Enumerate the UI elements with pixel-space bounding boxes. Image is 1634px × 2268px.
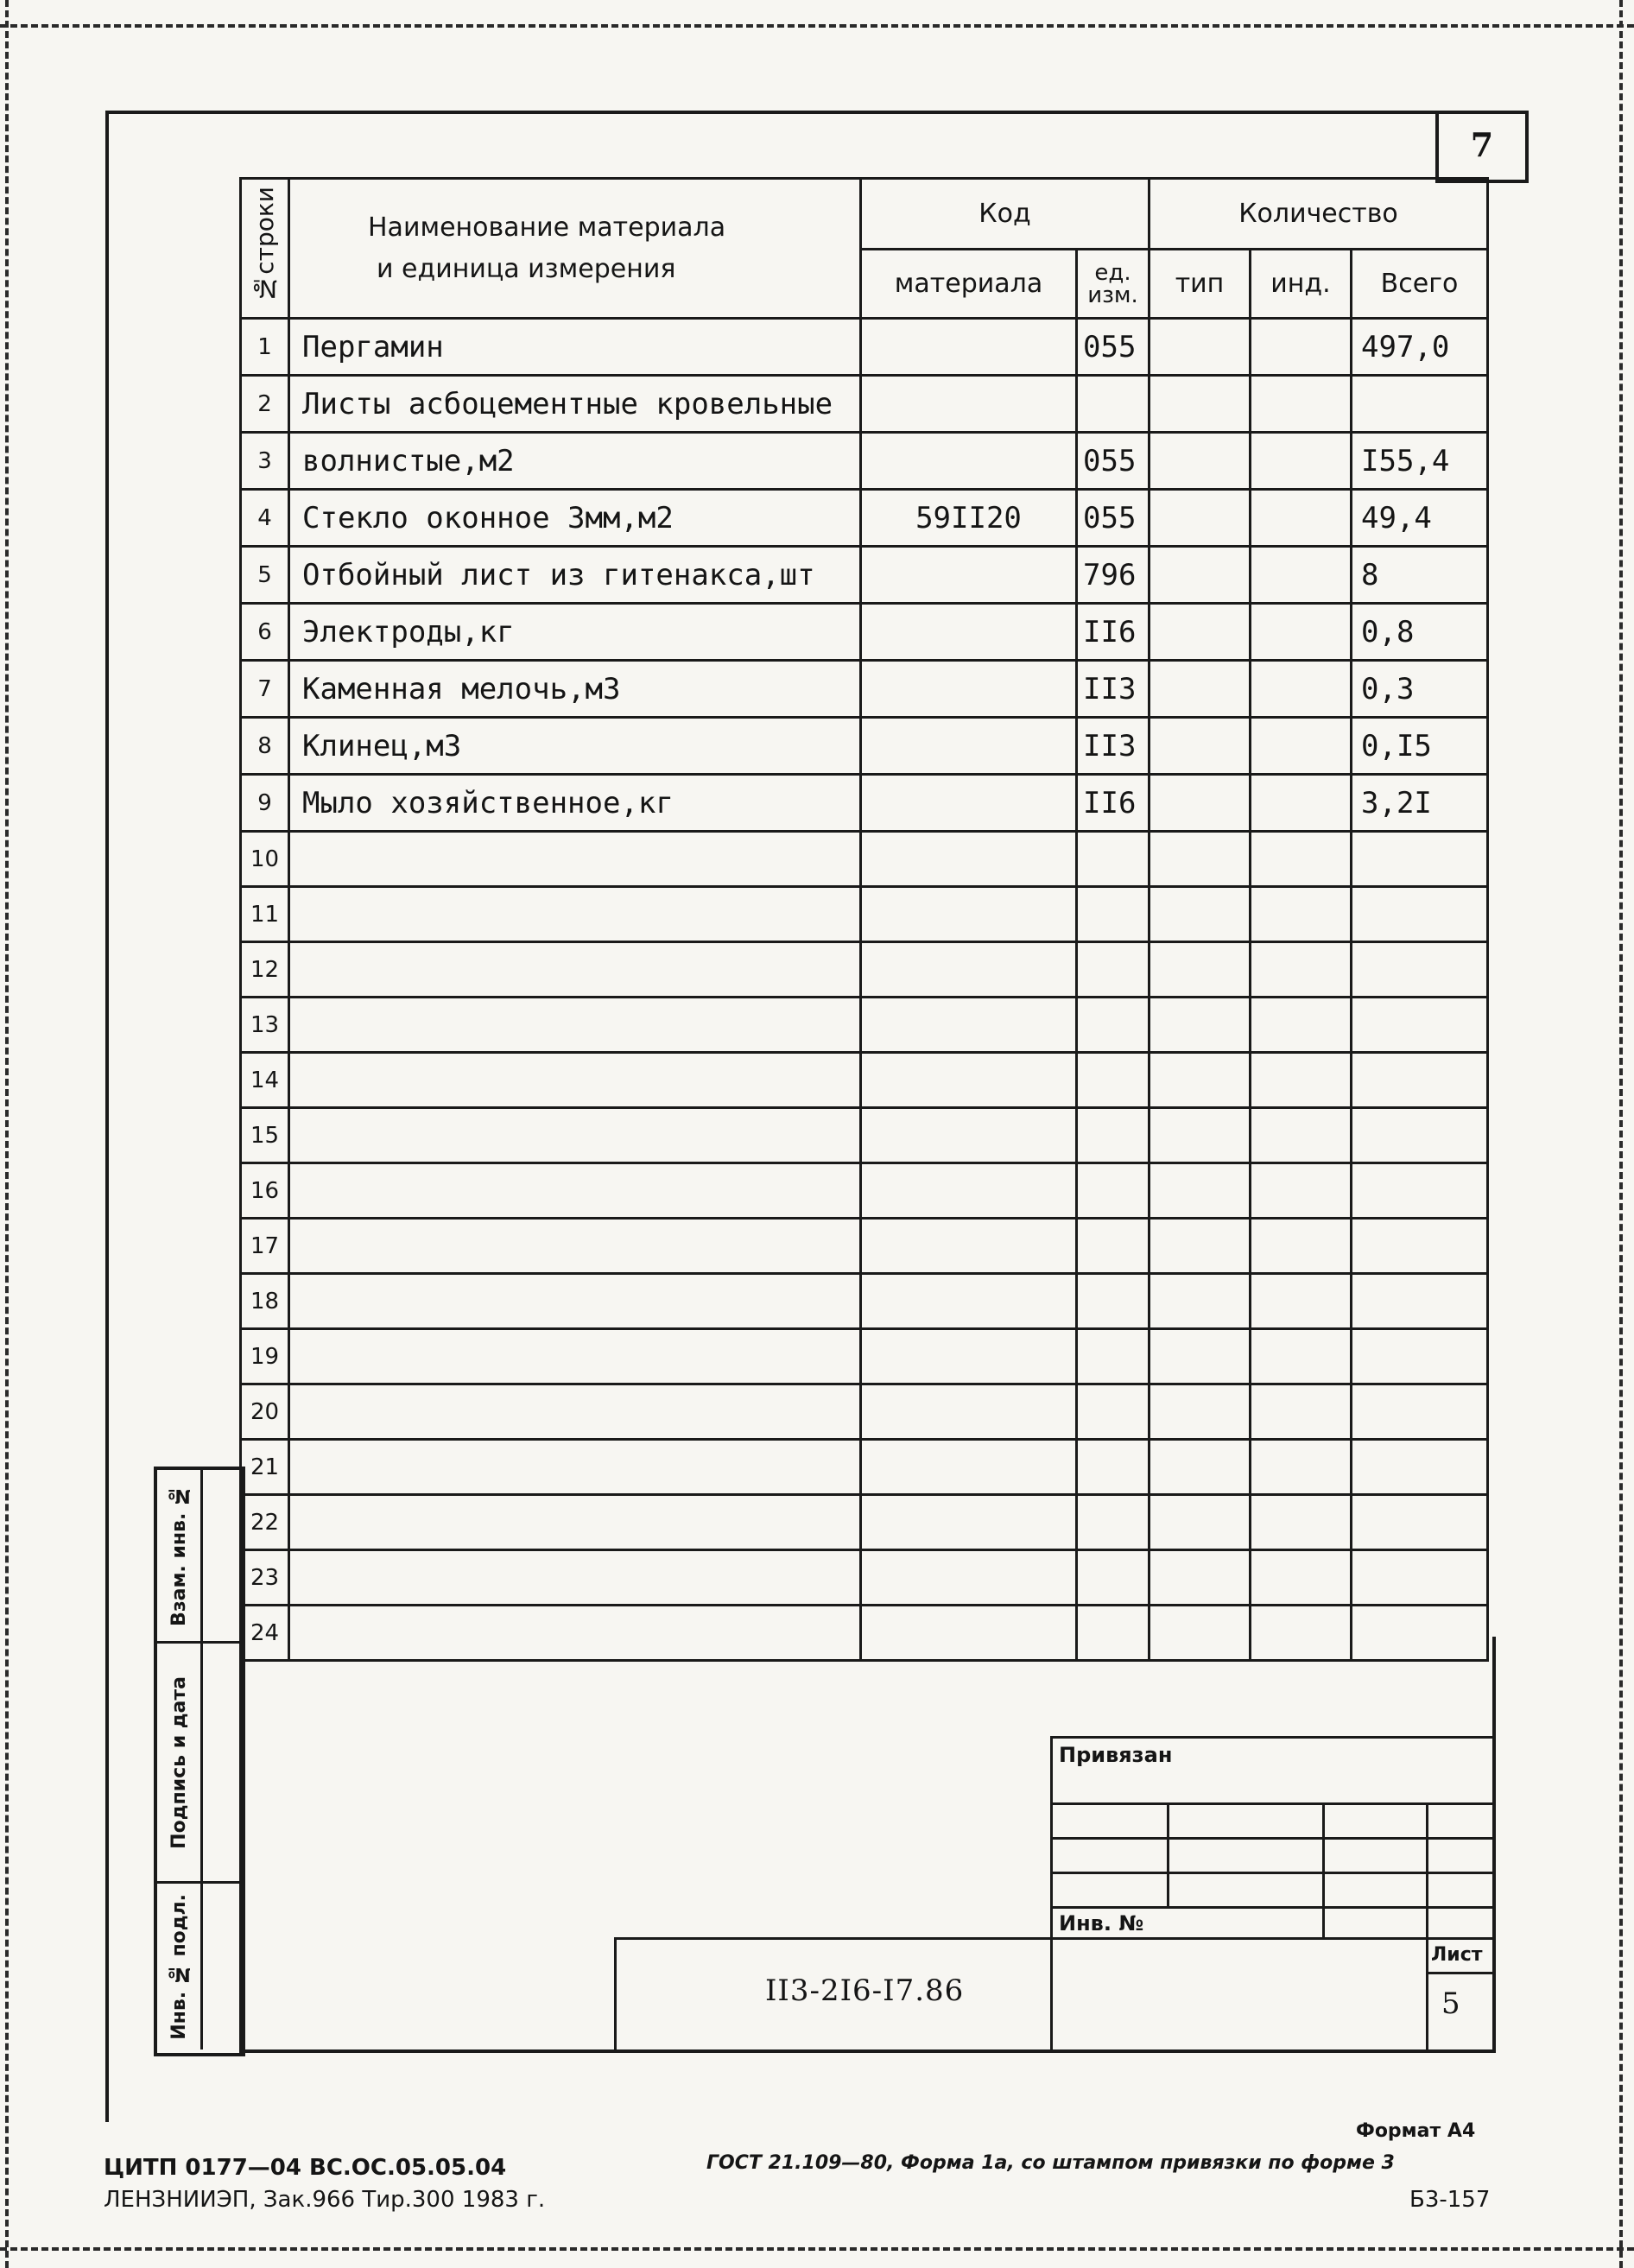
row-number: 24 bbox=[241, 1606, 289, 1661]
table-row bbox=[241, 1053, 1488, 1108]
qty-type bbox=[1150, 1495, 1251, 1550]
material-name bbox=[289, 1495, 861, 1550]
row-number: 1 bbox=[241, 319, 289, 376]
unit-code bbox=[1077, 1108, 1150, 1163]
qty-ind bbox=[1251, 547, 1352, 604]
material-code bbox=[861, 1440, 1077, 1495]
table-row bbox=[241, 319, 1488, 376]
unit-code bbox=[1077, 376, 1150, 433]
header-material: материала bbox=[861, 250, 1077, 319]
table-row bbox=[241, 832, 1488, 887]
unit-code bbox=[1077, 1219, 1150, 1274]
row-number: 5 bbox=[241, 547, 289, 604]
table-row bbox=[241, 718, 1488, 775]
qty-type bbox=[1150, 319, 1251, 376]
material-name: Электроды,кг bbox=[289, 604, 861, 661]
material-name bbox=[289, 1274, 861, 1329]
material-name bbox=[289, 1108, 861, 1163]
unit-code bbox=[1077, 998, 1150, 1053]
material-code bbox=[861, 1384, 1077, 1440]
qty-type bbox=[1150, 433, 1251, 490]
unit-code bbox=[1077, 1550, 1150, 1606]
qty-total bbox=[1352, 1329, 1488, 1384]
qty-total: 0,8 bbox=[1352, 604, 1488, 661]
unit-code: 055 bbox=[1077, 490, 1150, 547]
row-number: 8 bbox=[241, 718, 289, 775]
qty-ind bbox=[1251, 998, 1352, 1053]
side-stamp-vzam: Взам. инв. № bbox=[157, 1470, 203, 1641]
table-row bbox=[241, 1163, 1488, 1219]
table-row bbox=[241, 1440, 1488, 1495]
material-name bbox=[289, 942, 861, 998]
qty-total bbox=[1352, 942, 1488, 998]
qty-total bbox=[1352, 1550, 1488, 1606]
inv-no-label: Инв. № bbox=[1059, 1911, 1144, 1935]
row-number: 14 bbox=[241, 1053, 289, 1108]
sheet-number: 5 bbox=[1441, 1986, 1461, 2021]
qty-type bbox=[1150, 547, 1251, 604]
row-number: 4 bbox=[241, 490, 289, 547]
material-name bbox=[289, 887, 861, 942]
qty-total bbox=[1352, 1163, 1488, 1219]
row-number: 6 bbox=[241, 604, 289, 661]
qty-type bbox=[1150, 1329, 1251, 1384]
row-number: 3 bbox=[241, 433, 289, 490]
qty-ind bbox=[1251, 319, 1352, 376]
qty-type bbox=[1150, 775, 1251, 832]
unit-code: II6 bbox=[1077, 604, 1150, 661]
material-name: Отбойный лист из гитенакса,шт bbox=[289, 547, 861, 604]
qty-type bbox=[1150, 490, 1251, 547]
qty-total: 8 bbox=[1352, 547, 1488, 604]
qty-ind bbox=[1251, 1495, 1352, 1550]
material-name: Каменная мелочь,м3 bbox=[289, 661, 861, 718]
unit-code: 796 bbox=[1077, 547, 1150, 604]
qty-type bbox=[1150, 1384, 1251, 1440]
unit-code bbox=[1077, 1053, 1150, 1108]
qty-total bbox=[1352, 1495, 1488, 1550]
qty-type bbox=[1150, 376, 1251, 433]
table-row bbox=[241, 547, 1488, 604]
qty-ind bbox=[1251, 661, 1352, 718]
cut-line-left bbox=[5, 0, 9, 2268]
material-name: волнистые,м2 bbox=[289, 433, 861, 490]
footer-line1-right: ГОСТ 21.109—80, Форма 1а, со штампом привязки по форме 3 bbox=[706, 2152, 1395, 2174]
material-code bbox=[861, 1108, 1077, 1163]
table-row bbox=[241, 1219, 1488, 1274]
qty-ind bbox=[1251, 1440, 1352, 1495]
qty-type bbox=[1150, 942, 1251, 998]
qty-total: 0,3 bbox=[1352, 661, 1488, 718]
qty-total: 3,2I bbox=[1352, 775, 1488, 832]
qty-total bbox=[1352, 1053, 1488, 1108]
qty-total bbox=[1352, 376, 1488, 433]
qty-ind bbox=[1251, 1329, 1352, 1384]
material-code bbox=[861, 433, 1077, 490]
unit-code: II3 bbox=[1077, 718, 1150, 775]
unit-code bbox=[1077, 1384, 1150, 1440]
qty-total: I55,4 bbox=[1352, 433, 1488, 490]
header-total: Всего bbox=[1352, 250, 1488, 319]
qty-ind bbox=[1251, 1274, 1352, 1329]
qty-type bbox=[1150, 604, 1251, 661]
material-name: Мыло хозяйственное,кг bbox=[289, 775, 861, 832]
qty-type bbox=[1150, 1108, 1251, 1163]
unit-code bbox=[1077, 832, 1150, 887]
header-name: Наименование материала и единица измерения bbox=[289, 179, 861, 319]
qty-total bbox=[1352, 887, 1488, 942]
material-name bbox=[289, 1053, 861, 1108]
row-number: 12 bbox=[241, 942, 289, 998]
material-name bbox=[289, 1163, 861, 1219]
table-row bbox=[241, 490, 1488, 547]
row-number: 11 bbox=[241, 887, 289, 942]
material-code bbox=[861, 1219, 1077, 1274]
material-code bbox=[861, 998, 1077, 1053]
table-row bbox=[241, 1550, 1488, 1606]
qty-total bbox=[1352, 1108, 1488, 1163]
row-number: 13 bbox=[241, 998, 289, 1053]
material-name bbox=[289, 1384, 861, 1440]
qty-ind bbox=[1251, 604, 1352, 661]
table-row bbox=[241, 942, 1488, 998]
material-name bbox=[289, 1440, 861, 1495]
row-number: 21 bbox=[241, 1440, 289, 1495]
qty-total: 0,I5 bbox=[1352, 718, 1488, 775]
material-code bbox=[861, 1550, 1077, 1606]
qty-ind bbox=[1251, 1384, 1352, 1440]
row-number: 2 bbox=[241, 376, 289, 433]
qty-ind bbox=[1251, 433, 1352, 490]
header-row-no: №строки bbox=[241, 179, 289, 319]
material-code bbox=[861, 661, 1077, 718]
table-row bbox=[241, 775, 1488, 832]
qty-total bbox=[1352, 832, 1488, 887]
qty-type bbox=[1150, 887, 1251, 942]
material-code bbox=[861, 376, 1077, 433]
material-code bbox=[861, 718, 1077, 775]
document-designation: II3-2I6-I7.86 bbox=[765, 1973, 965, 2008]
material-name bbox=[289, 1329, 861, 1384]
row-number: 18 bbox=[241, 1274, 289, 1329]
unit-code bbox=[1077, 1163, 1150, 1219]
table-row bbox=[241, 604, 1488, 661]
unit-code bbox=[1077, 1329, 1150, 1384]
qty-ind bbox=[1251, 376, 1352, 433]
unit-code bbox=[1077, 1440, 1150, 1495]
qty-type bbox=[1150, 998, 1251, 1053]
material-code bbox=[861, 1053, 1077, 1108]
qty-total bbox=[1352, 1219, 1488, 1274]
material-name bbox=[289, 1219, 861, 1274]
table-row bbox=[241, 998, 1488, 1053]
table-row bbox=[241, 1108, 1488, 1163]
qty-type bbox=[1150, 1053, 1251, 1108]
table-row bbox=[241, 376, 1488, 433]
table-row bbox=[241, 1329, 1488, 1384]
unit-code bbox=[1077, 942, 1150, 998]
qty-type bbox=[1150, 1163, 1251, 1219]
header-code: Код bbox=[861, 179, 1150, 250]
material-name: Клинец,м3 bbox=[289, 718, 861, 775]
material-code bbox=[861, 604, 1077, 661]
unit-code: II3 bbox=[1077, 661, 1150, 718]
footer-line1-left: ЦИТП 0177—04 ВС.ОС.05.05.04 bbox=[104, 2155, 507, 2181]
qty-type bbox=[1150, 1219, 1251, 1274]
material-code bbox=[861, 1274, 1077, 1329]
material-name bbox=[289, 998, 861, 1053]
qty-type bbox=[1150, 1550, 1251, 1606]
format-label: Формат А4 bbox=[1356, 2120, 1476, 2142]
qty-ind bbox=[1251, 1108, 1352, 1163]
material-code bbox=[861, 1495, 1077, 1550]
unit-code: 055 bbox=[1077, 433, 1150, 490]
material-name: Стекло оконное 3мм,м2 bbox=[289, 490, 861, 547]
table-row bbox=[241, 1274, 1488, 1329]
qty-ind bbox=[1251, 1219, 1352, 1274]
unit-code bbox=[1077, 1495, 1150, 1550]
header-unit: ед. изм. bbox=[1077, 250, 1150, 319]
row-number: 22 bbox=[241, 1495, 289, 1550]
material-code bbox=[861, 547, 1077, 604]
page-number: 7 bbox=[1435, 111, 1529, 183]
sheet-label: Лист bbox=[1431, 1944, 1483, 1966]
material-spec-table bbox=[239, 177, 1489, 1662]
material-code bbox=[861, 1163, 1077, 1219]
side-stamp-inv: Инв. № подл. bbox=[157, 1884, 203, 2049]
header-type: тип bbox=[1150, 250, 1251, 319]
qty-ind bbox=[1251, 887, 1352, 942]
qty-ind bbox=[1251, 1550, 1352, 1606]
material-code bbox=[861, 832, 1077, 887]
header-quantity: Количество bbox=[1150, 179, 1488, 250]
qty-total bbox=[1352, 1274, 1488, 1329]
material-code bbox=[861, 775, 1077, 832]
material-name bbox=[289, 832, 861, 887]
row-number: 16 bbox=[241, 1163, 289, 1219]
material-code bbox=[861, 1329, 1077, 1384]
qty-total: 49,4 bbox=[1352, 490, 1488, 547]
qty-ind bbox=[1251, 942, 1352, 998]
qty-ind bbox=[1251, 775, 1352, 832]
table-row bbox=[241, 1495, 1488, 1550]
row-number: 15 bbox=[241, 1108, 289, 1163]
qty-type bbox=[1150, 661, 1251, 718]
table-row bbox=[241, 1384, 1488, 1440]
header-ind: инд. bbox=[1251, 250, 1352, 319]
material-code bbox=[861, 942, 1077, 998]
row-number: 17 bbox=[241, 1219, 289, 1274]
cut-line-right bbox=[1619, 0, 1623, 2268]
cut-line-bottom bbox=[0, 2247, 1634, 2251]
qty-total bbox=[1352, 1384, 1488, 1440]
material-name: Пергамин bbox=[289, 319, 861, 376]
row-number: 23 bbox=[241, 1550, 289, 1606]
material-code bbox=[861, 319, 1077, 376]
row-number: 7 bbox=[241, 661, 289, 718]
material-name bbox=[289, 1550, 861, 1606]
table-row bbox=[241, 661, 1488, 718]
row-number: 20 bbox=[241, 1384, 289, 1440]
qty-ind bbox=[1251, 490, 1352, 547]
cut-line-top bbox=[0, 24, 1634, 28]
side-stamp bbox=[154, 1467, 245, 2056]
qty-total bbox=[1352, 998, 1488, 1053]
qty-total bbox=[1352, 1440, 1488, 1495]
footer-line2-left: ЛЕНЗНИИЭП, Зак.966 Тир.300 1983 г. bbox=[104, 2187, 546, 2213]
unit-code bbox=[1077, 887, 1150, 942]
qty-type bbox=[1150, 718, 1251, 775]
qty-ind bbox=[1251, 1053, 1352, 1108]
material-name: Листы асбоцементные кровельные bbox=[289, 376, 861, 433]
qty-total: 497,0 bbox=[1352, 319, 1488, 376]
table-row bbox=[241, 887, 1488, 942]
qty-type bbox=[1150, 832, 1251, 887]
side-stamp-podpis: Подпись и дата bbox=[157, 1644, 203, 1881]
row-number: 10 bbox=[241, 832, 289, 887]
qty-ind bbox=[1251, 718, 1352, 775]
footer-line2-right: Б3-157 bbox=[1409, 2187, 1491, 2213]
unit-code: II6 bbox=[1077, 775, 1150, 832]
qty-type bbox=[1150, 1440, 1251, 1495]
unit-code: 055 bbox=[1077, 319, 1150, 376]
qty-ind bbox=[1251, 832, 1352, 887]
title-block-area bbox=[239, 1637, 1496, 2053]
row-number: 19 bbox=[241, 1329, 289, 1384]
material-code bbox=[861, 887, 1077, 942]
material-code: 59II20 bbox=[861, 490, 1077, 547]
unit-code bbox=[1077, 1274, 1150, 1329]
qty-type bbox=[1150, 1274, 1251, 1329]
table-row bbox=[241, 433, 1488, 490]
privyazan-label: Привязан bbox=[1059, 1743, 1173, 1767]
qty-ind bbox=[1251, 1163, 1352, 1219]
row-number: 9 bbox=[241, 775, 289, 832]
